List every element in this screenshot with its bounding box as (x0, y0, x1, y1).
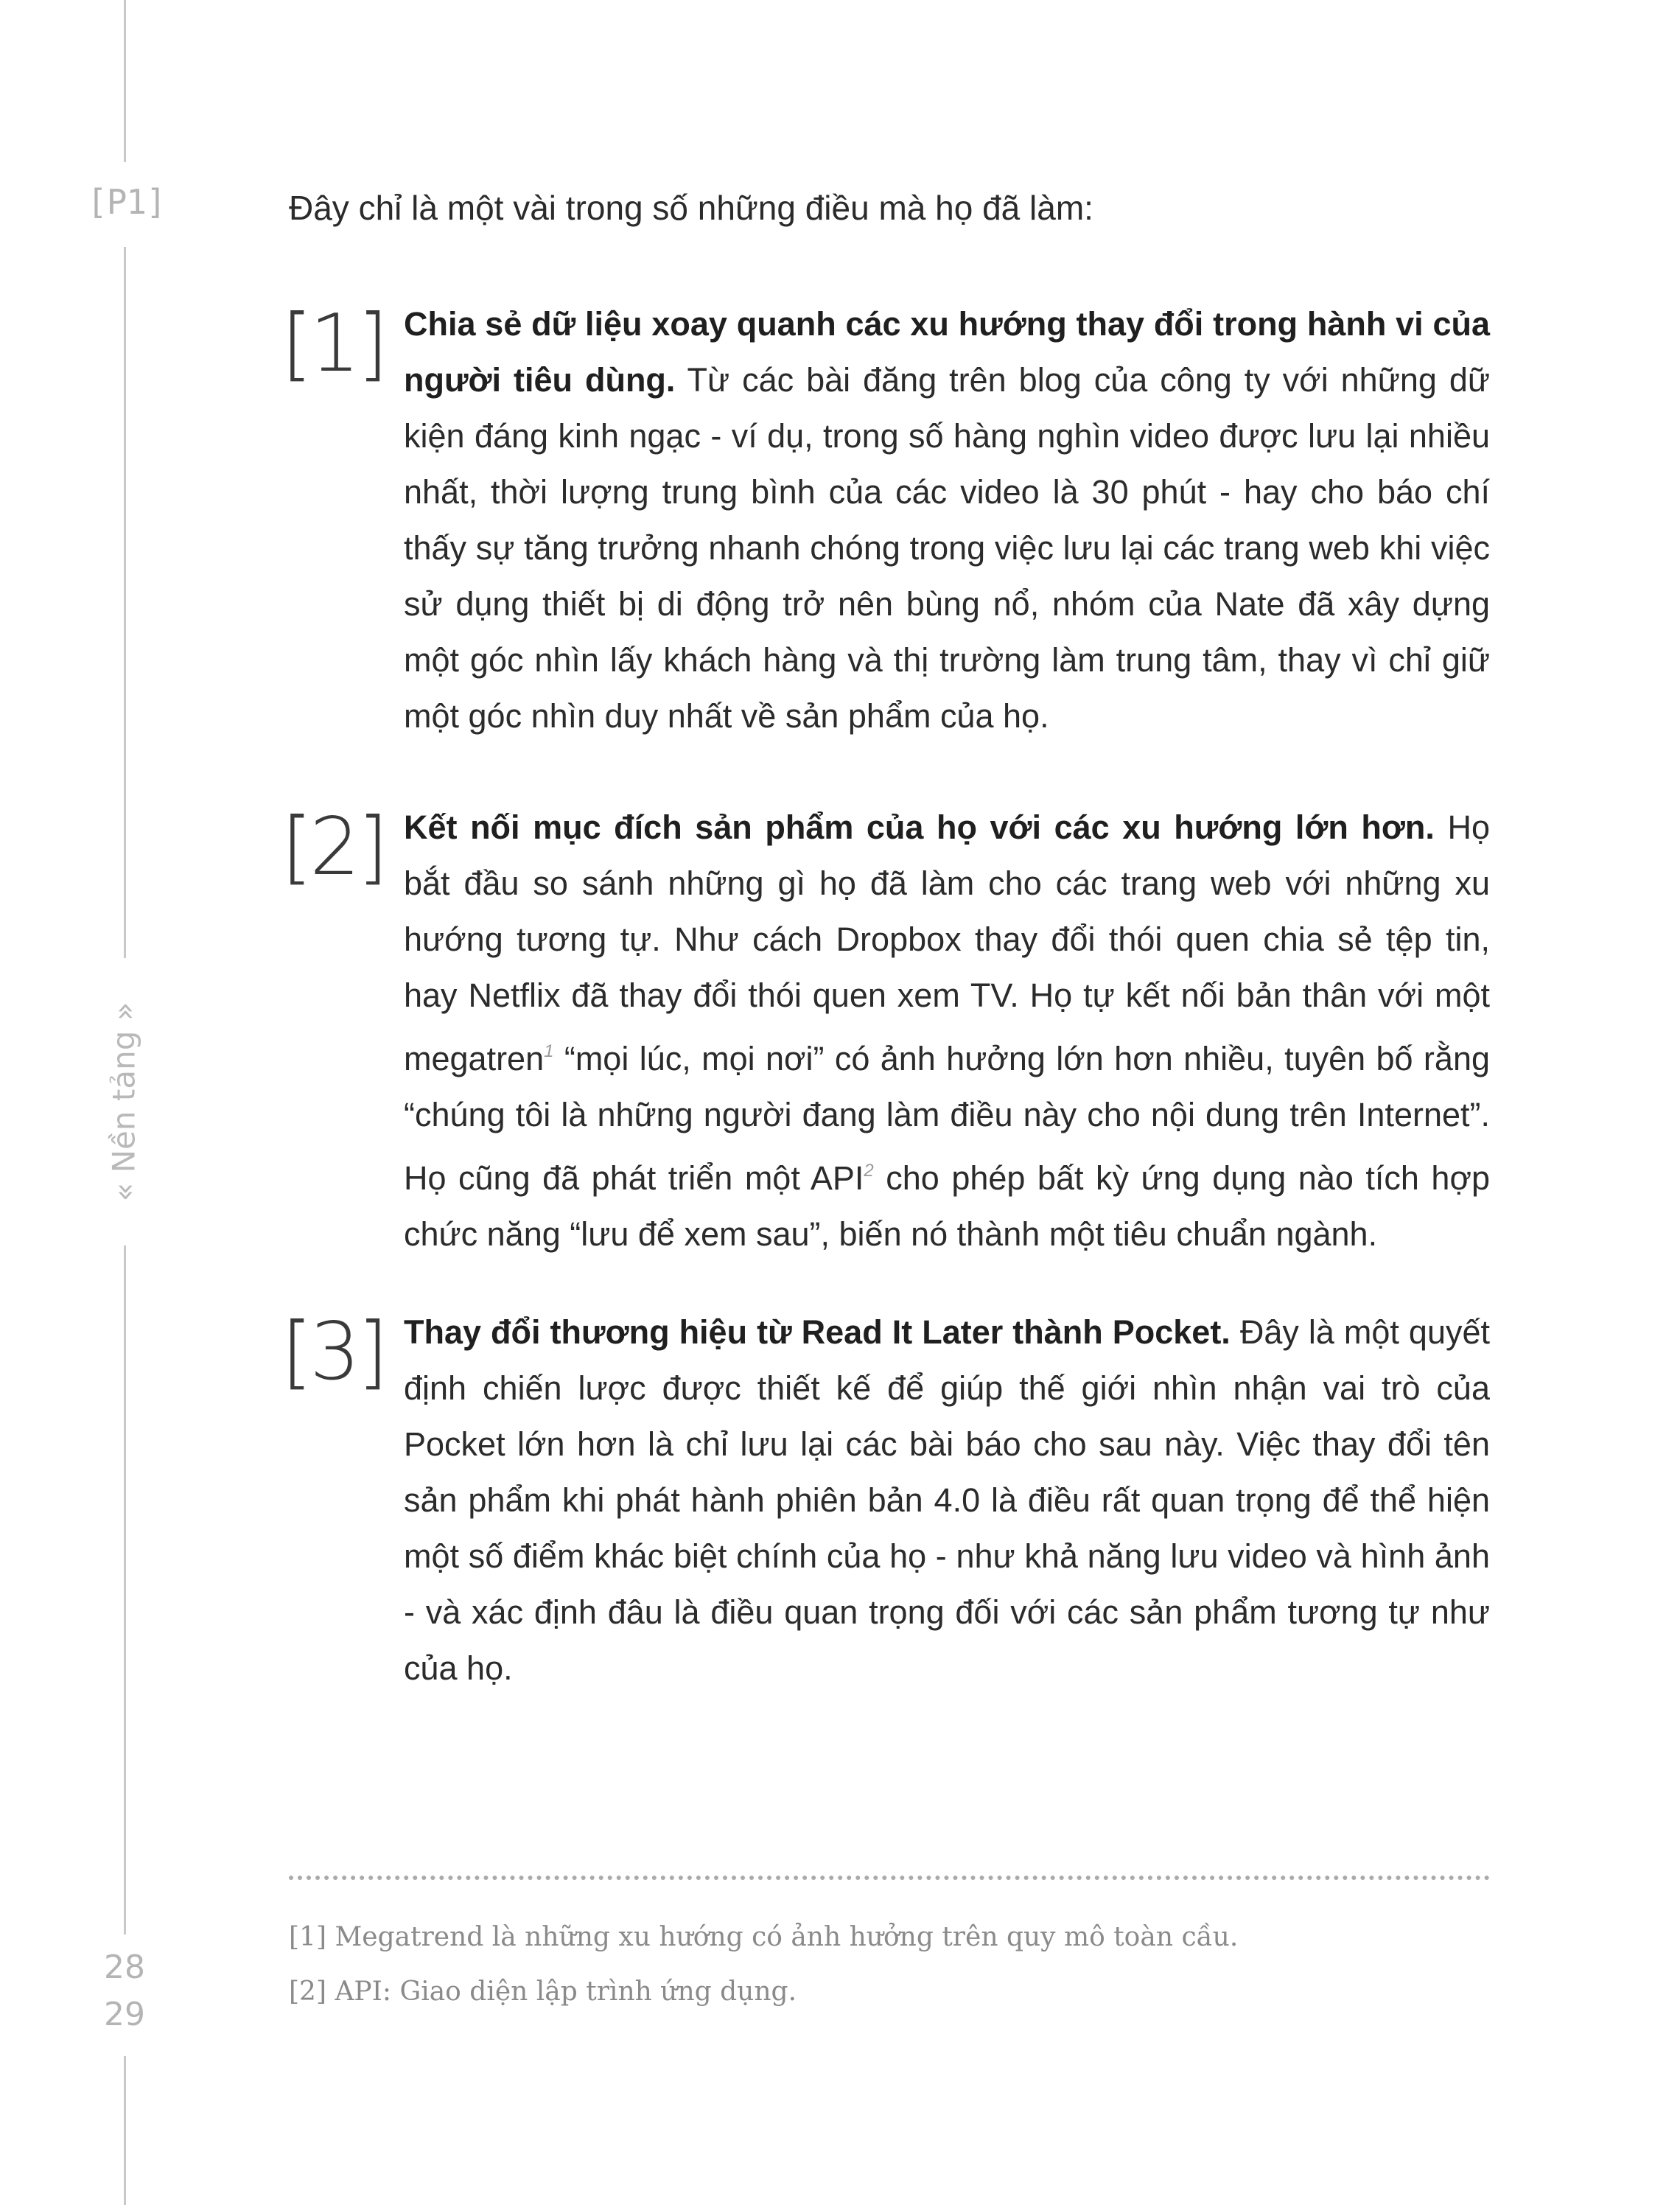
item-text: Họ bắt đầu so sánh những gì họ đã làm cho các trang web với những xu hướng tương tự. Như cách Dropbox thay đổi thói quen chia sẻ tệp tin, hay Netflix đã thay đổi thói quen xem TV. Họ tự kết nối bản thân với một megatren (404, 808, 1490, 1077)
item-number: [2] (281, 801, 385, 893)
footnote-ref: 2 (864, 1161, 874, 1181)
margin-rule (124, 1245, 126, 1935)
item-number: [3] (281, 1306, 385, 1398)
item-text: Đây là một quyết định chiến lược được thiết kế để giúp thế giới nhìn nhận vai trò của Pocket lớn hơn là chỉ lưu lại các bài báo cho sau này. Việc thay đổi tên sản phẩm khi phát hành phiên bản 4.0 là điều rất quan trọng để thể hiện một số điểm khác biệt chính của họ - như khả năng lưu video và hình ảnh - và xác định đâu là điều quan trọng đối với các sản phẩm tương tự như của họ. (404, 1313, 1490, 1687)
item-heading: Thay đổi thương hiệu từ Read It Later thành Pocket. (404, 1313, 1231, 1351)
footnote-ref: 1 (544, 1041, 554, 1061)
item-body (404, 800, 1490, 1262)
item-body (404, 1304, 1490, 1696)
item-text: cho phép bất kỳ ứng dụng nào tích hợp chức năng “lưu để xem sau”, biến nó thành một tiêu chuẩn ngành. (404, 1159, 1490, 1253)
section-label: « Nền tảng » (105, 1002, 142, 1202)
item-body (404, 296, 1490, 744)
item-heading: Chia sẻ dữ liệu xoay quanh các xu hướng thay đổi trong hành vi của người tiêu dùng. (404, 305, 1490, 399)
page-number-left: 28 (104, 1949, 145, 1986)
footnote-separator (289, 1876, 1490, 1880)
page-number-right: 29 (104, 1996, 145, 2033)
intro-text: Đây chỉ là một vài trong số những điều mà họ đã làm: (289, 189, 1093, 227)
margin-rule (124, 247, 126, 958)
footnote: [2] API: Giao diện lập trình ứng dụng. (289, 1977, 797, 2007)
margin-rule (124, 0, 126, 162)
item-heading: Kết nối mục đích sản phẩm của họ với các xu hướng lớn hơn. (404, 808, 1435, 846)
page-numbers (97, 1944, 152, 2038)
item-text: “mọi lúc, mọi nơi” có ảnh hưởng lớn hơn nhiều, tuyên bố rằng “chúng tôi là những người đang làm điều này cho nội dung trên Internet”. Họ cũng đã phát triển một API (404, 1040, 1490, 1197)
item-number: [1] (281, 298, 385, 390)
item-text: Từ các bài đăng trên blog của công ty với những dữ kiện đáng kinh ngạc - ví dụ, trong số hàng nghìn video được lưu lại nhiều nhất, thời lượng trung bình của các video là 30 phút - hay cho báo chí thấy sự tăng trưởng nhanh chóng trong việc lưu lại các trang web khi việc sử dụng thiết bị di động trở nên bùng nổ, nhóm của Nate đã xây dựng một góc nhìn lấy khách hàng và thị trường làm trung tâm, thay vì chỉ giữ một góc nhìn duy nhất về sản phẩm của họ. (404, 361, 1490, 735)
footnote: [1] Megatrend là những xu hướng có ảnh hưởng trên quy mô toàn cầu. (289, 1922, 1239, 1952)
margin-rule (124, 2056, 126, 2205)
part-tag: [P1] (87, 182, 166, 222)
